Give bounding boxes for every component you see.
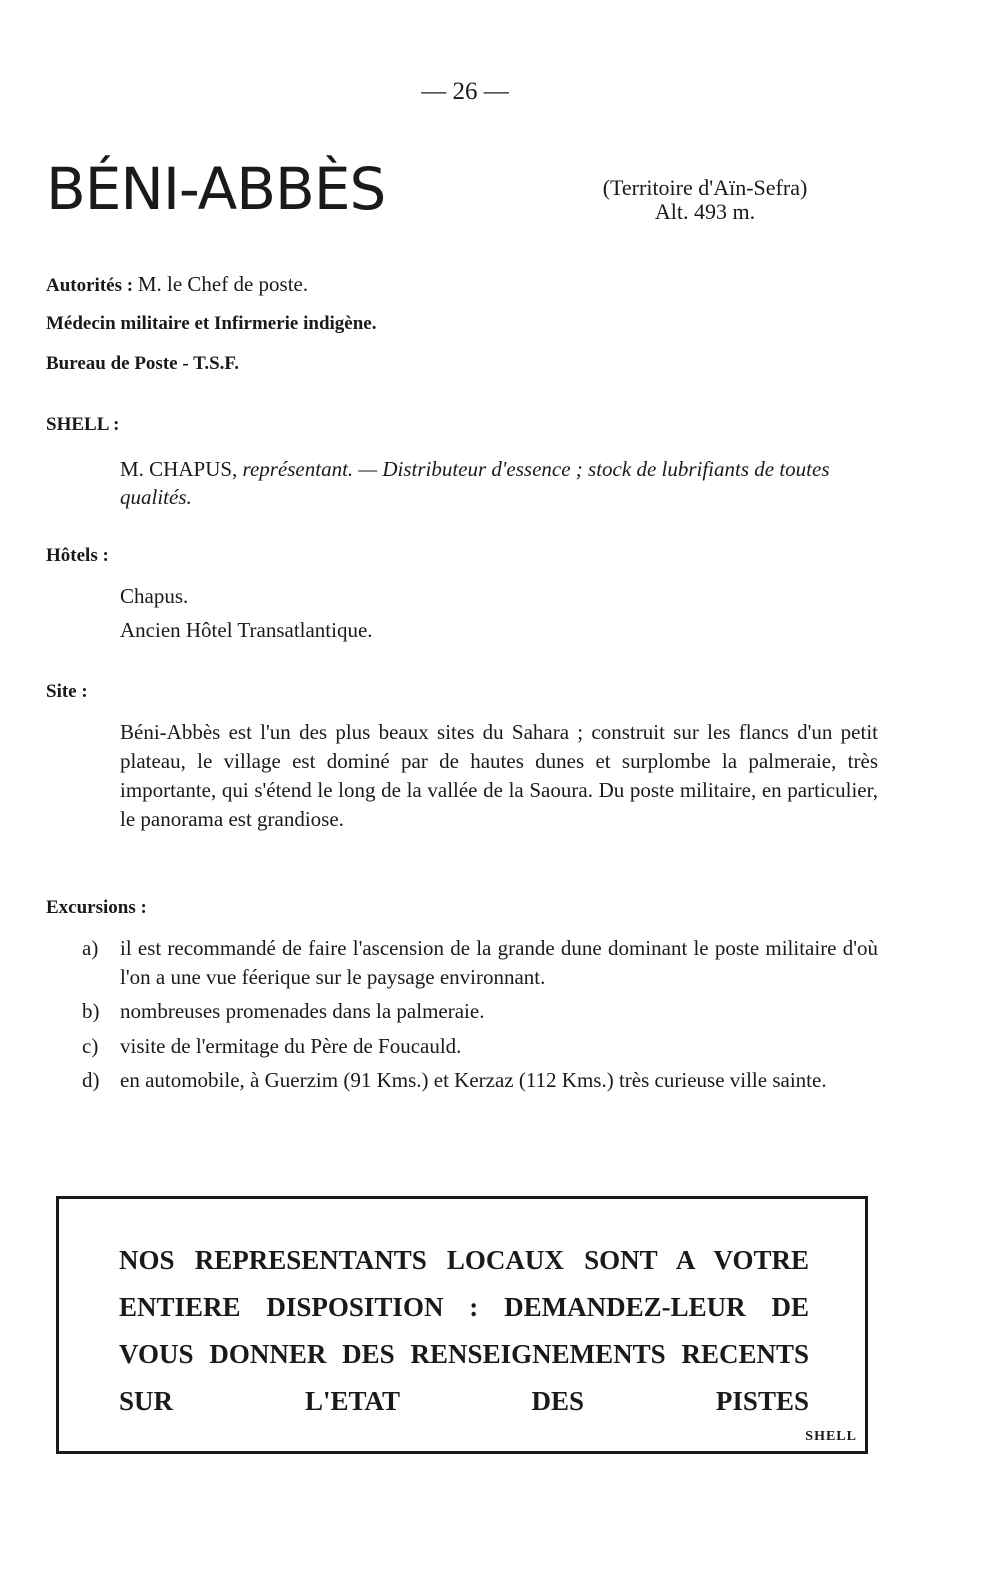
shell-representative-role: représentant. — Distributeur d'essence ; stock de lubrifiants de toutes qualités. <box>120 457 830 509</box>
list-item <box>82 997 878 1026</box>
list-marker: b) <box>82 999 100 1023</box>
authorities-line <box>46 272 308 297</box>
notice-box <box>56 1196 868 1454</box>
list-item-text: en automobile, à Guerzim (91 Kms.) et Kerzaz (112 Kms.) très curieuse ville sainte. <box>120 1068 827 1092</box>
notice-text: NOS REPRESENTANTS LOCAUX SONT A VOTRE ENTIERE DISPOSITION : DEMANDEZ-LEUR DE VOUS DONNER DES RENSEIGNEMENTS RECENTS SUR L'ETAT DES PISTES <box>119 1245 809 1416</box>
medical-line: Médecin militaire et Infirmerie indigène. <box>46 313 377 334</box>
hotel-item: Chapus. <box>120 584 189 608</box>
page-title: BÉNI-ABBÈS <box>46 155 386 223</box>
list-item-text: visite de l'ermitage du Père de Foucauld. <box>120 1034 462 1058</box>
list-marker: a) <box>82 936 99 960</box>
authorities-label: Autorités : <box>46 275 134 296</box>
excursions-label: Excursions : <box>46 897 147 918</box>
region-name: (Territoire d'Aïn-Sefra) <box>602 175 808 200</box>
list-item <box>82 934 878 992</box>
list-item-text: nombreuses promenades dans la palmeraie. <box>120 999 485 1023</box>
post-office-line: Bureau de Poste - T.S.F. <box>46 353 240 374</box>
altitude: Alt. 493 m. <box>654 199 756 224</box>
shell-representative <box>120 455 878 511</box>
site-description: Béni-Abbès est l'un des plus beaux sites du Sahara ; construit sur les flancs d'un petit plateau, le village est dominé par de hautes dunes et surplombe la palmeraie, très importante, qui s'étend le long de la vallée de la Saoura. Du poste militaire, en particulier, le panorama est grandiose. <box>120 720 878 831</box>
list-marker: c) <box>82 1034 99 1058</box>
list-item <box>82 1066 878 1095</box>
shell-representative-name: M. CHAPUS, <box>120 457 238 481</box>
list-item <box>82 1032 878 1061</box>
list-item-text: il est recommandé de faire l'ascension de la grande dune dominant le poste militaire d'où l'on a une vue féerique sur le paysage environnant. <box>120 936 878 989</box>
list-marker: d) <box>82 1068 100 1092</box>
notice-signature: SHELL <box>805 1429 857 1444</box>
site-label: Site : <box>46 681 88 702</box>
region-block <box>560 176 850 224</box>
shell-label: SHELL : <box>46 414 120 435</box>
hotel-item: Ancien Hôtel Transatlantique. <box>120 618 373 642</box>
page-number: — 26 — <box>421 78 509 105</box>
authorities-value: M. le Chef de poste. <box>137 272 309 296</box>
hotels-label: Hôtels : <box>46 545 109 566</box>
